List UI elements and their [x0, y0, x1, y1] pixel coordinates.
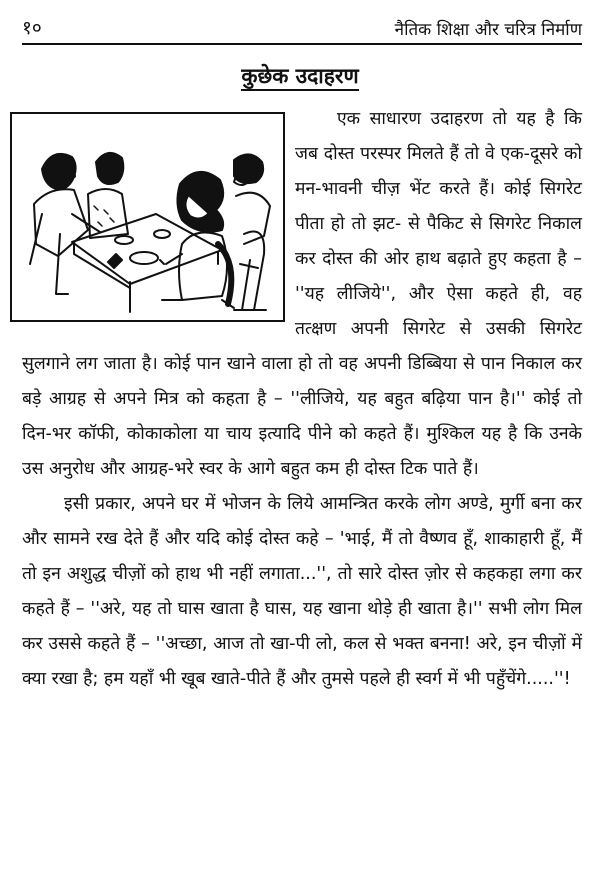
book-title: नैतिक शिक्षा और चरित्र निर्माण: [394, 20, 582, 40]
section-heading: [0, 62, 600, 90]
paragraph-2: इसी प्रकार, अपने घर में भोजन के लिये आमन्त्रित करके लोग अण्डे, मुर्गी बना कर और सामने रख देते हैं और यदि कोई दोस्त कहे – 'भाई, मैं तो वैष्णव हूँ, शाकाहारी हूँ, मैं तो इन अशुद्ध चीज़ों को हाथ भी नहीं लगाता...'', तो सारे दोस्त ज़ोर से कहकहा लगा कर कहते हैं – ''अरे, यह तो घास खाता है घास, यह खाना थोड़े ही खाता है।'' सभी लोग मिल कर उससे कहते हैं – ''अच्छा, आज तो खा-पी लो, कल से भक्त बनना! अरे, इन चीज़ों में क्या रखा है; हम यहाँ भी खूब खाते-पीते हैं और तुमसे पहले ही स्वर्ग में भी पहुँचेंगे.....''!: [22, 494, 582, 689]
section-title: कुछेक उदाहरण: [241, 64, 358, 91]
chair: [234, 232, 266, 311]
man-seated-right-figure: [234, 154, 270, 244]
paragraph-1: एक साधारण उदाहरण तो यह है कि जब दोस्त परस्पर मिलते हैं तो वे एक-दूसरे को मन-भावनी चीज़ भेंट करते हैं। कोई सिगरेट पीता हो तो झट- से पैकिट से सिगरेट निकाल कर दोस्त की ओर हाथ बढ़ाते हुए कहता है – ''यह लीजिये'', और ऐसा कहते ही, वह तत्क्षण अपनी सिगरेट से उसकी सिगरेट सुलगाने लग जाता है। कोई पान खाने वाला हो तो वह अपनी डिब्बिया से पान निकाल कर बड़े आग्रह से अपने मित्र को कहता है – ''लीजिये, यह बहुत बढ़िया पान है।'' कोई तो दिन-भर कॉफी, कोकाकोला या चाय इत्यादि पीने को कहते हैं। मुश्किल यह है कि उनके उस अनुरोध और आग्रह-भरे स्वर के आगे बहुत कम ही दोस्त टिक पाते हैं।: [22, 109, 582, 479]
woman-seated-figure: [160, 172, 234, 308]
friends-at-table-illustration: [10, 112, 285, 322]
page-header: [22, 10, 582, 45]
page-number: १०: [22, 17, 42, 39]
body-text: [22, 102, 582, 697]
